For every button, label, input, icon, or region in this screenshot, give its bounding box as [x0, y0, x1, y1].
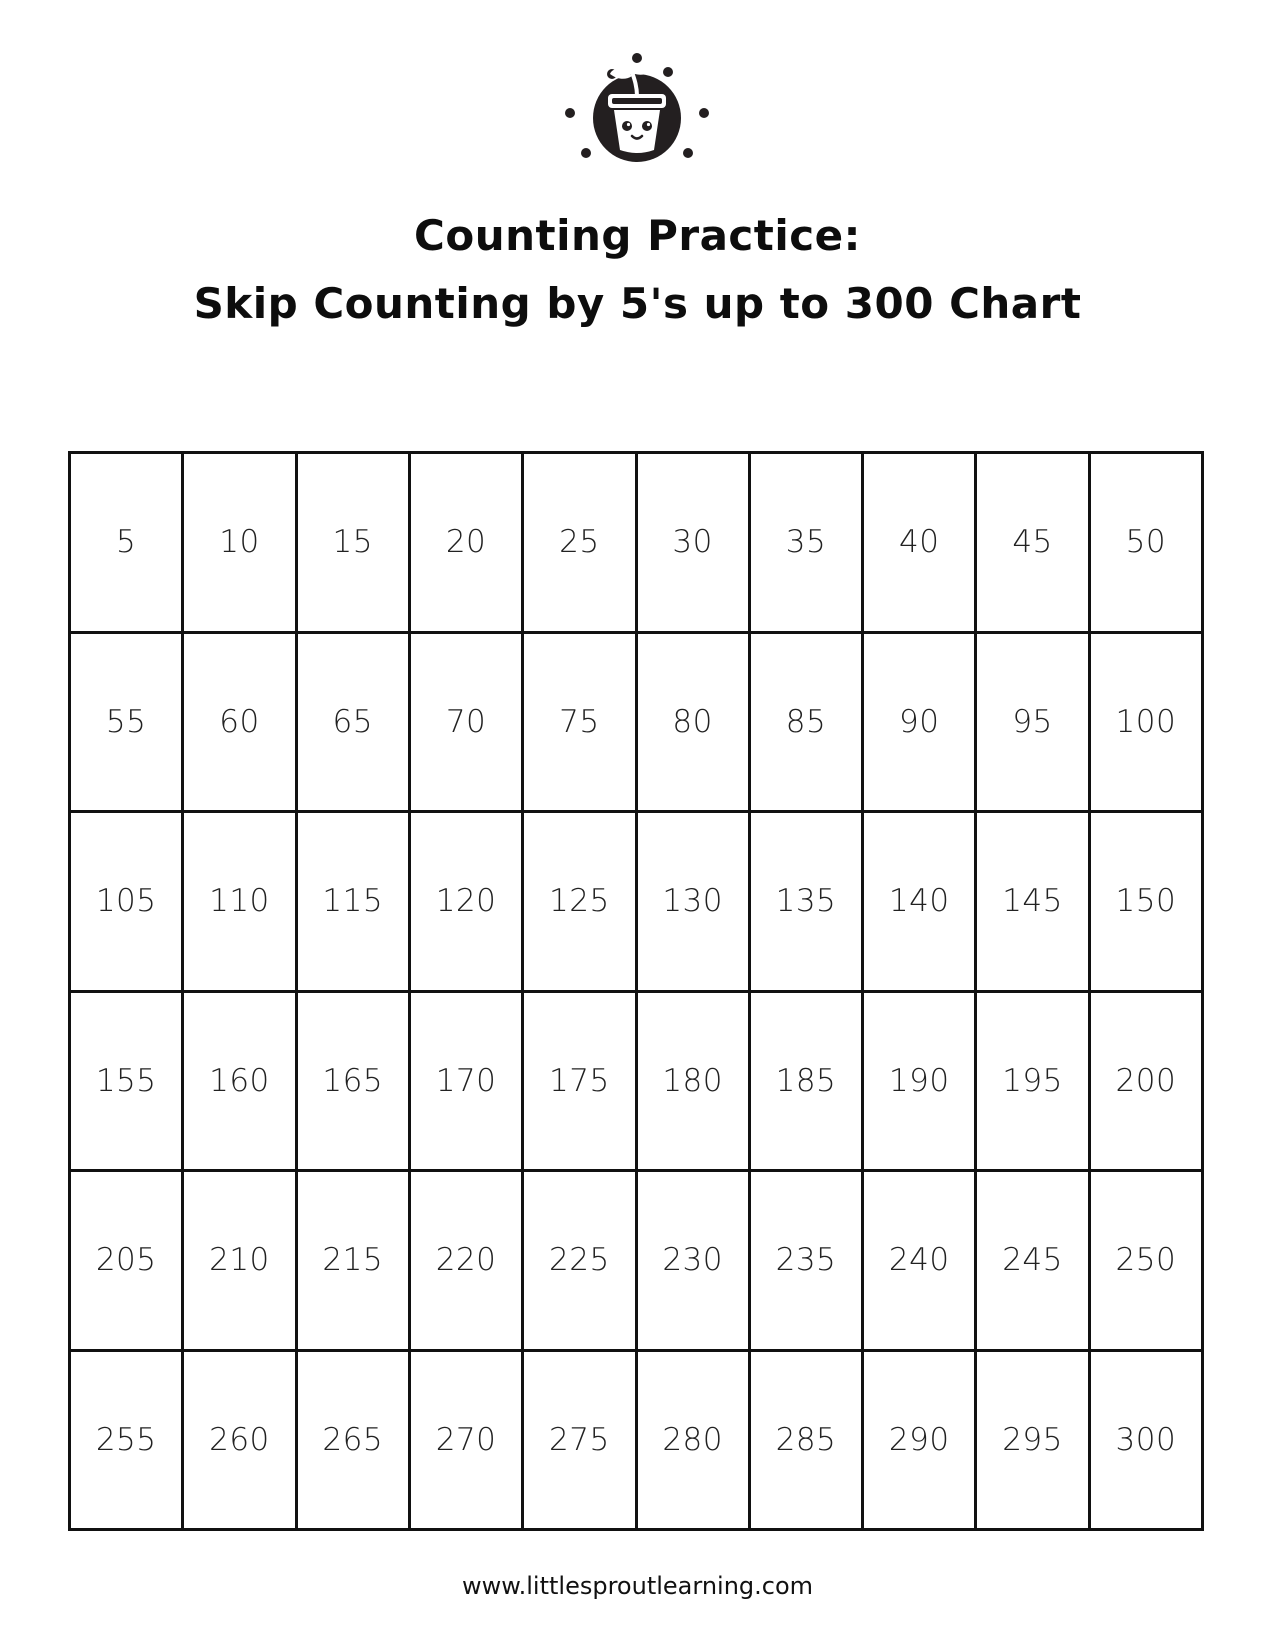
chart-cell: 70 — [411, 634, 524, 814]
chart-cell: 10 — [184, 454, 297, 634]
chart-cell: 100 — [1091, 634, 1204, 814]
chart-cell: 40 — [864, 454, 977, 634]
chart-cell: 125 — [524, 813, 637, 993]
sprout-pot-icon — [562, 52, 712, 172]
chart-cell: 290 — [864, 1352, 977, 1532]
chart-cell: 200 — [1091, 993, 1204, 1173]
chart-cell: 90 — [864, 634, 977, 814]
chart-cell: 130 — [638, 813, 751, 993]
chart-cell: 295 — [977, 1352, 1090, 1532]
chart-cell: 210 — [184, 1172, 297, 1352]
chart-cell: 20 — [411, 454, 524, 634]
chart-cell: 25 — [524, 454, 637, 634]
chart-cell: 160 — [184, 993, 297, 1173]
chart-cell: 250 — [1091, 1172, 1204, 1352]
chart-cell: 140 — [864, 813, 977, 993]
chart-cell: 155 — [71, 993, 184, 1173]
chart-cell: 115 — [298, 813, 411, 993]
chart-cell: 285 — [751, 1352, 864, 1532]
chart-cell: 15 — [298, 454, 411, 634]
chart-cell: 245 — [977, 1172, 1090, 1352]
chart-cell: 35 — [751, 454, 864, 634]
chart-cell: 190 — [864, 993, 977, 1173]
chart-cell: 150 — [1091, 813, 1204, 993]
chart-cell: 50 — [1091, 454, 1204, 634]
chart-cell: 260 — [184, 1352, 297, 1532]
chart-cell: 145 — [977, 813, 1090, 993]
skip-counting-chart — [68, 451, 1204, 1531]
chart-cell: 235 — [751, 1172, 864, 1352]
chart-cell: 185 — [751, 993, 864, 1173]
chart-cell: 240 — [864, 1172, 977, 1352]
chart-cell: 180 — [638, 993, 751, 1173]
chart-cell: 95 — [977, 634, 1090, 814]
chart-cell: 55 — [71, 634, 184, 814]
chart-cell: 30 — [638, 454, 751, 634]
chart-cell: 170 — [411, 993, 524, 1173]
chart-cell: 275 — [524, 1352, 637, 1532]
chart-cell: 45 — [977, 454, 1090, 634]
chart-cell: 65 — [298, 634, 411, 814]
chart-cell: 85 — [751, 634, 864, 814]
chart-cell: 75 — [524, 634, 637, 814]
chart-cell: 215 — [298, 1172, 411, 1352]
chart-cell: 135 — [751, 813, 864, 993]
chart-cell: 105 — [71, 813, 184, 993]
chart-cell: 205 — [71, 1172, 184, 1352]
footer-url: www.littlesproutlearning.com — [461, 1572, 814, 1600]
chart-cell: 195 — [977, 993, 1090, 1173]
chart-cell: 175 — [524, 993, 637, 1173]
chart-cell: 165 — [298, 993, 411, 1173]
chart-cell: 60 — [184, 634, 297, 814]
chart-cell: 280 — [638, 1352, 751, 1532]
chart-cell: 120 — [411, 813, 524, 993]
page-title: Counting Practice: — [414, 211, 861, 260]
page-subtitle: Skip Counting by 5's up to 300 Chart — [193, 279, 1082, 328]
chart-cell: 5 — [71, 454, 184, 634]
chart-cell: 230 — [638, 1172, 751, 1352]
chart-cell: 255 — [71, 1352, 184, 1532]
chart-cell: 270 — [411, 1352, 524, 1532]
chart-cell: 220 — [411, 1172, 524, 1352]
chart-cell: 80 — [638, 634, 751, 814]
chart-cell: 110 — [184, 813, 297, 993]
chart-cell: 300 — [1091, 1352, 1204, 1532]
chart-cell: 225 — [524, 1172, 637, 1352]
chart-cell: 265 — [298, 1352, 411, 1532]
